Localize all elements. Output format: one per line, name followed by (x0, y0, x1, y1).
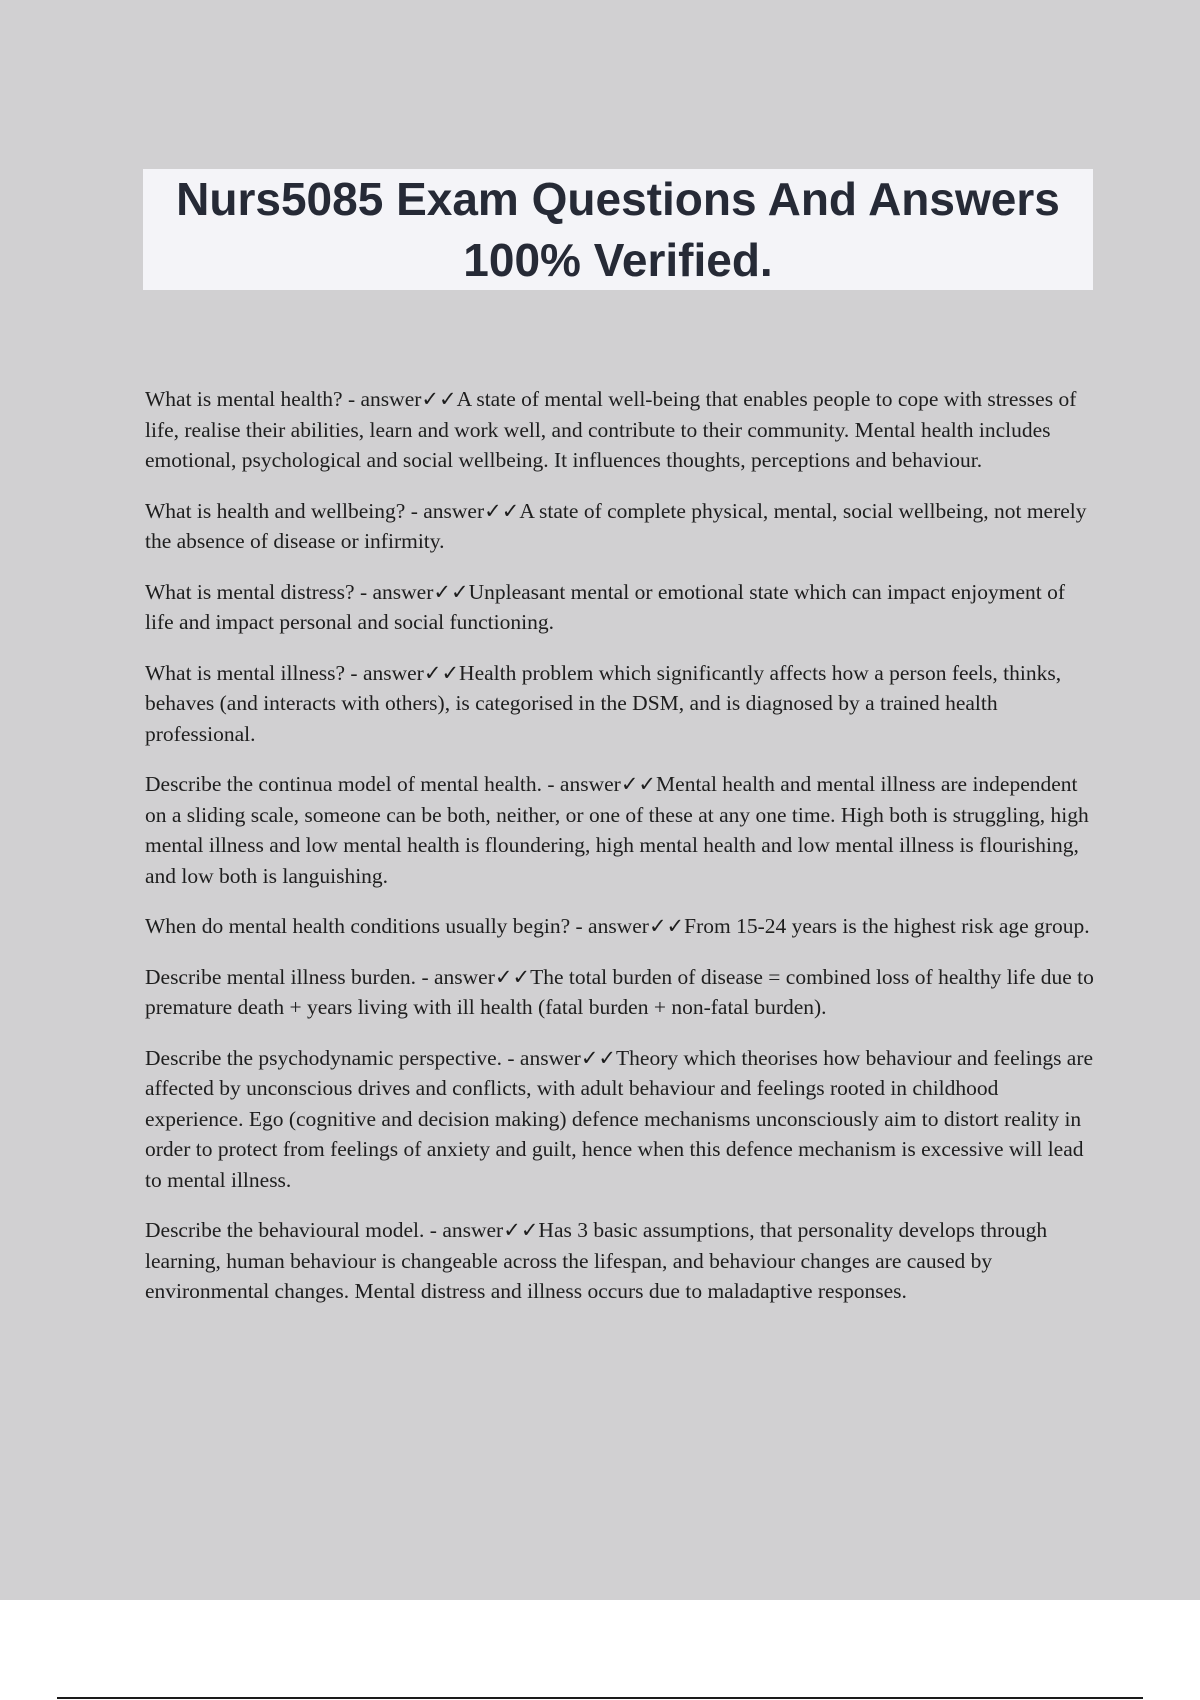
answer-text: A state of mental well-being that enables people to cope with stresses of life, realise their abilities, learn and work well, and contribute to their community. Mental health includes emotional, psychological and social wellbeing. It influences thoughts, perceptions and behaviour. (145, 387, 1077, 472)
answer-marker: - answer (405, 498, 485, 523)
check-marks-icon: ✓✓ (503, 1218, 539, 1242)
answer-text: The total burden of disease = combined loss of healthy life due to premature death + years living with ill health (fatal burden + non-fatal burden). (145, 964, 1094, 1019)
qa-item (145, 384, 1095, 476)
question-text: What is health and wellbeing? (145, 498, 406, 523)
qa-item (145, 577, 1095, 638)
question-text: What is mental illness? (145, 660, 346, 685)
qa-item (145, 962, 1095, 1023)
question-text: Describe the continua model of mental health. (145, 772, 543, 796)
answer-marker: - answer (542, 772, 621, 796)
check-marks-icon: ✓✓ (433, 579, 469, 604)
qa-list (145, 384, 1095, 1327)
answer-marker: - answer (424, 1218, 504, 1242)
answer-text: A state of complete physical, mental, social wellbeing, not merely the absence of disease or infirmity. (145, 498, 1087, 553)
check-marks-icon: ✓✓ (494, 964, 531, 989)
answer-marker: - answer (570, 914, 649, 938)
question-text: Describe mental illness burden. (145, 964, 417, 989)
answer-text: Mental health and mental illness are independent on a sliding scale, someone can be both, neither, or one of these at any one time. High both is struggling, high mental illness and low mental health is floundering, high mental health and low mental illness is flourishing, and low both is languishing. (145, 772, 1089, 888)
check-marks-icon: ✓✓ (484, 498, 520, 523)
answer-text: Unpleasant mental or emotional state which can impact enjoyment of life and impact personal and social functioning. (145, 579, 1066, 634)
check-marks-icon: ✓✓ (648, 914, 685, 938)
qa-item (145, 911, 1095, 942)
answer-text: Has 3 basic assumptions, that personality develops through learning, human behaviour is changeable across the lifespan, and behaviour changes are caused by environmental changes. Mental distress and illness occurs due to maladaptive responses. (145, 1218, 1048, 1303)
check-marks-icon: ✓✓ (423, 660, 460, 685)
question-text: Describe the behavioural model. (145, 1218, 425, 1242)
answer-marker: - answer (416, 964, 495, 989)
answer-marker: - answer (354, 579, 434, 604)
qa-item (145, 496, 1095, 557)
qa-item (145, 1215, 1095, 1307)
question-text: Describe the psychodynamic perspective. (145, 1045, 503, 1070)
question-text: What is mental distress? (145, 579, 355, 604)
qa-item (145, 769, 1095, 891)
answer-marker: - answer (342, 387, 422, 411)
check-marks-icon: ✓✓ (421, 387, 457, 411)
answer-text: From 15-24 years is the highest risk age group. (684, 914, 1090, 938)
answer-text: Theory which theorises how behaviour and feelings are affected by unconscious drives and conflicts, with adult behaviour and feelings rooted in childhood experience. Ego (cognitive and decision making) defence mechanisms unconsciously aim to distort reality in order to protect from feelings of anxiety and guilt, hence when this defence mechanism is excessive will lead to mental illness. (145, 1045, 1094, 1192)
document-title: Nurs5085 Exam Questions And Answers 100% Verified. (176, 172, 1060, 286)
title-banner (143, 169, 1093, 290)
question-text: What is mental health? (145, 387, 343, 411)
check-marks-icon: ✓✓ (620, 772, 657, 796)
answer-marker: - answer (502, 1045, 581, 1070)
qa-item (145, 1043, 1095, 1196)
answer-marker: - answer (345, 660, 424, 685)
qa-item (145, 658, 1095, 750)
page-divider (57, 1697, 1143, 1699)
answer-text: Health problem which significantly affects how a person feels, thinks, behaves (and interacts with others), is categorised in the DSM, and is diagnosed by a trained health professional. (145, 660, 1062, 746)
question-text: When do mental health conditions usually begin? (145, 914, 571, 938)
check-marks-icon: ✓✓ (580, 1045, 617, 1070)
